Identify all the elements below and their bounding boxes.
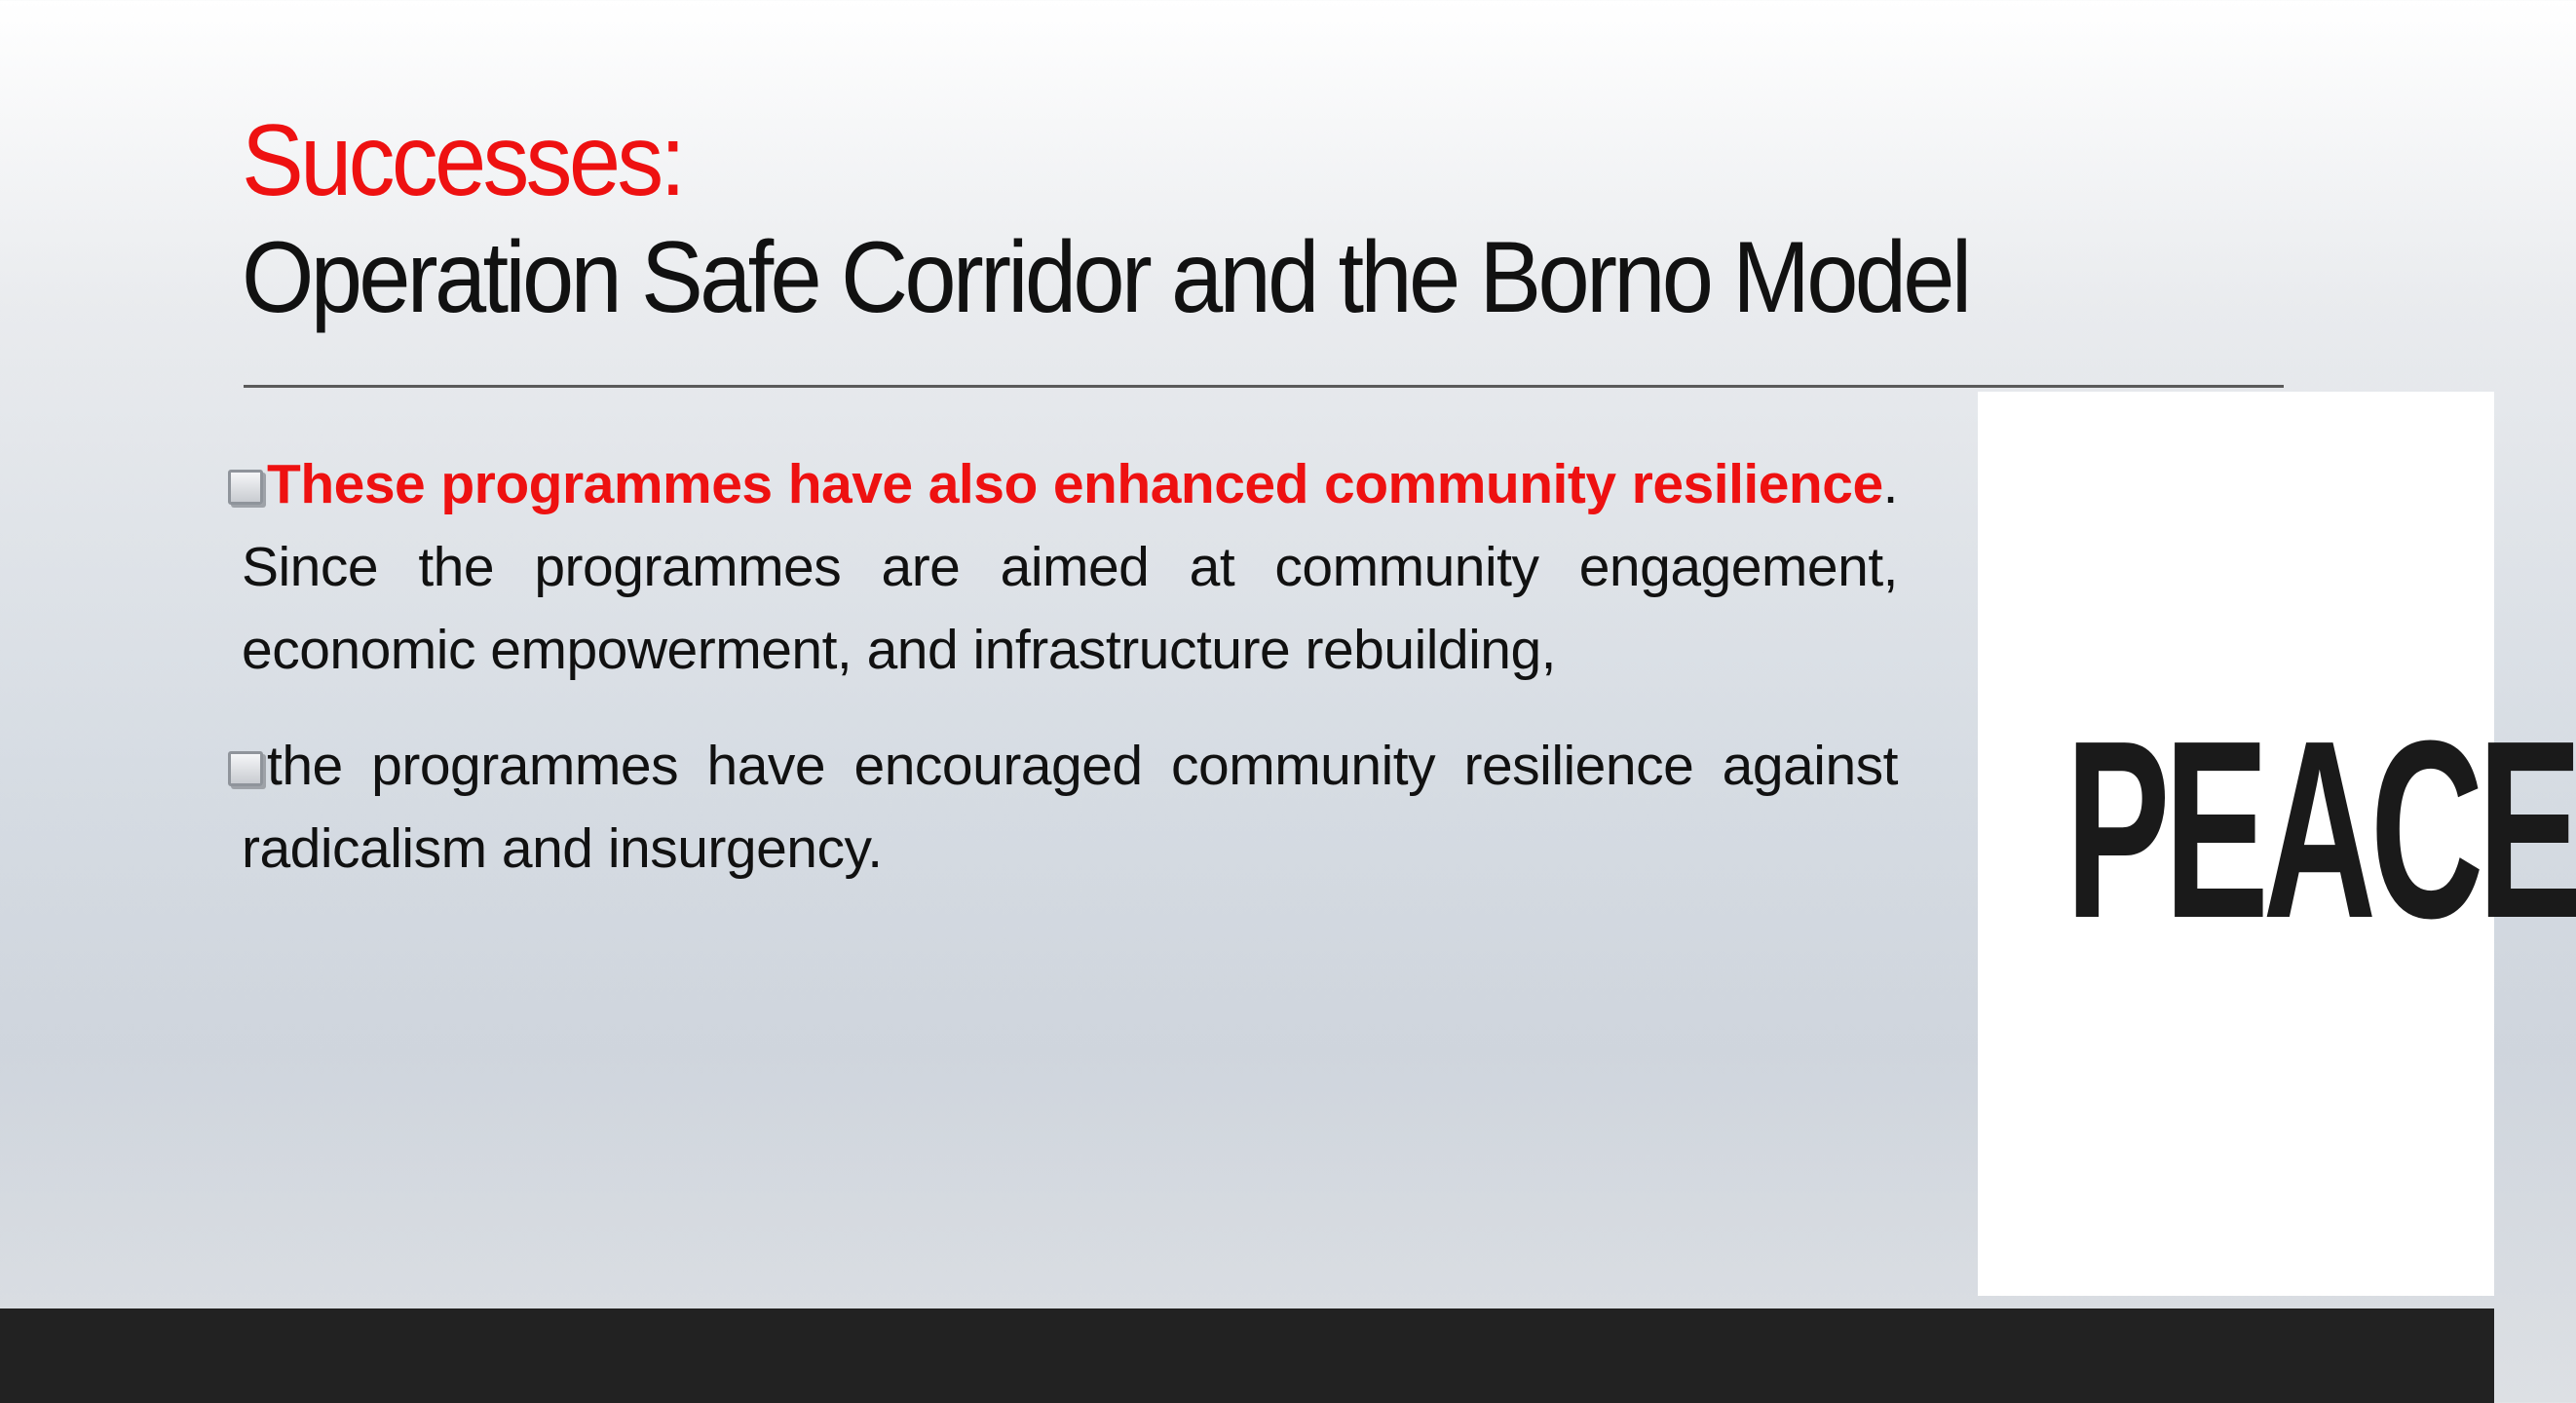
footer-bar (0, 1308, 2494, 1403)
bullet-highlight: These programmes have also enhanced community resilience (267, 453, 1883, 515)
bullet-item-resilience (242, 443, 1898, 692)
peace-image (1978, 392, 2576, 1296)
checkbox-square-icon (228, 470, 263, 505)
page-title: Operation Safe Corridor and the Borno Model (242, 221, 1969, 334)
bullet-item-radicalism (242, 725, 1898, 891)
checkbox-square-icon (228, 751, 263, 786)
title-block (242, 102, 2288, 336)
title-accent: Successes: (242, 104, 683, 217)
bullet-list (242, 443, 1898, 924)
title-divider (244, 385, 2284, 388)
bullet-text: . Since the programmes are aimed at community engagement, economic empowerment, and infrastructure rebuilding, (242, 453, 1898, 681)
peace-word: PEACE (2065, 689, 2576, 971)
bullet-text: the programmes have encouraged community resilience against radicalism and insurgency. (242, 735, 1898, 880)
